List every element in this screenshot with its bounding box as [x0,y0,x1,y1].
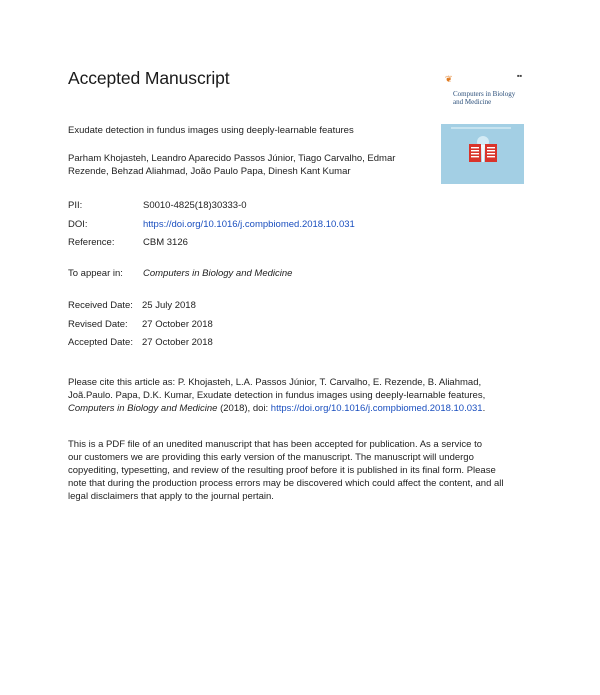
page-title: Accepted Manuscript [68,68,230,88]
author-line: Parham Khojasteh, Leandro Aparecido Passos Júnior, Tiago Carvalho, Edmar [68,153,396,164]
article-title: Exudate detection in fundus images using deeply-learnable features [68,125,354,136]
notice-line: legal disclaimers that apply to the journal pertain. [68,491,274,502]
notice-line: note that during the production process errors may be discovered which could affect the content, and all [68,478,504,489]
doi-label: DOI: [68,219,88,230]
cover-emblem-icon [467,136,499,166]
received-date: 25 July 2018 [142,300,196,311]
reference-value: CBM 3126 [143,237,188,248]
citation-journal: Computers in Biology and Medicine [68,403,218,414]
cover-journal-title-line: and Medicine [453,98,492,106]
cover-journal-title-line: Computers in Biology [453,90,516,98]
cover-journal-title [453,90,521,106]
accepted-label: Accepted Date: [68,337,133,348]
notice-line: our customers we are providing this early version of the manuscript. The manuscript will undergo [68,452,474,463]
citation-block [68,376,538,415]
doi-link[interactable]: https://doi.org/10.1016/j.compbiomed.2018.10.031 [143,219,355,230]
accepted-date: 27 October 2018 [142,337,213,348]
appear-journal: Computers in Biology and Medicine [143,268,293,279]
citation-year: (2018), doi: [217,403,271,414]
revised-date: 27 October 2018 [142,319,213,330]
citation-period: . [482,403,486,414]
citation-doi-link[interactable]: https://doi.org/10.1016/j.compbiomed.2018.10.031 [270,403,483,414]
revised-label: Revised Date: [68,319,128,330]
cover-artwork [441,124,524,184]
citation-line [68,402,538,415]
journal-cover-thumbnail [441,72,524,184]
author-list [68,152,448,178]
pii-value: S0010-4825(18)30333-0 [143,200,247,211]
cover-band [451,127,511,129]
notice-line: copyediting, typesetting, and review of the resulting proof before it is published in its final form. Please [68,465,496,476]
cover-corner-mark: ■■ [517,73,522,78]
pii-label: PII: [68,200,83,211]
citation-line: Please cite this article as: P. Khojasteh, L.A. Passos Júnior, T. Carvalho, E. Rezende, B. Aliahmad, [68,377,482,388]
received-label: Received Date: [68,300,133,311]
cover-header [441,72,524,124]
disclaimer-notice [68,438,538,503]
citation-line: Joã.Paulo. Papa, D.K. Kumar, Exudate detection in fundus images using deeply-learnable features, [68,390,486,401]
appear-label: To appear in: [68,268,123,279]
author-line: Rezende, Behzad Aliahmad, João Paulo Papa, Dinesh Kant Kumar [68,166,351,177]
elsevier-tree-icon: ❦ [445,75,453,85]
notice-line: This is a PDF file of an unedited manuscript that has been accepted for publication. As a service to [68,439,483,450]
reference-label: Reference: [68,237,115,248]
